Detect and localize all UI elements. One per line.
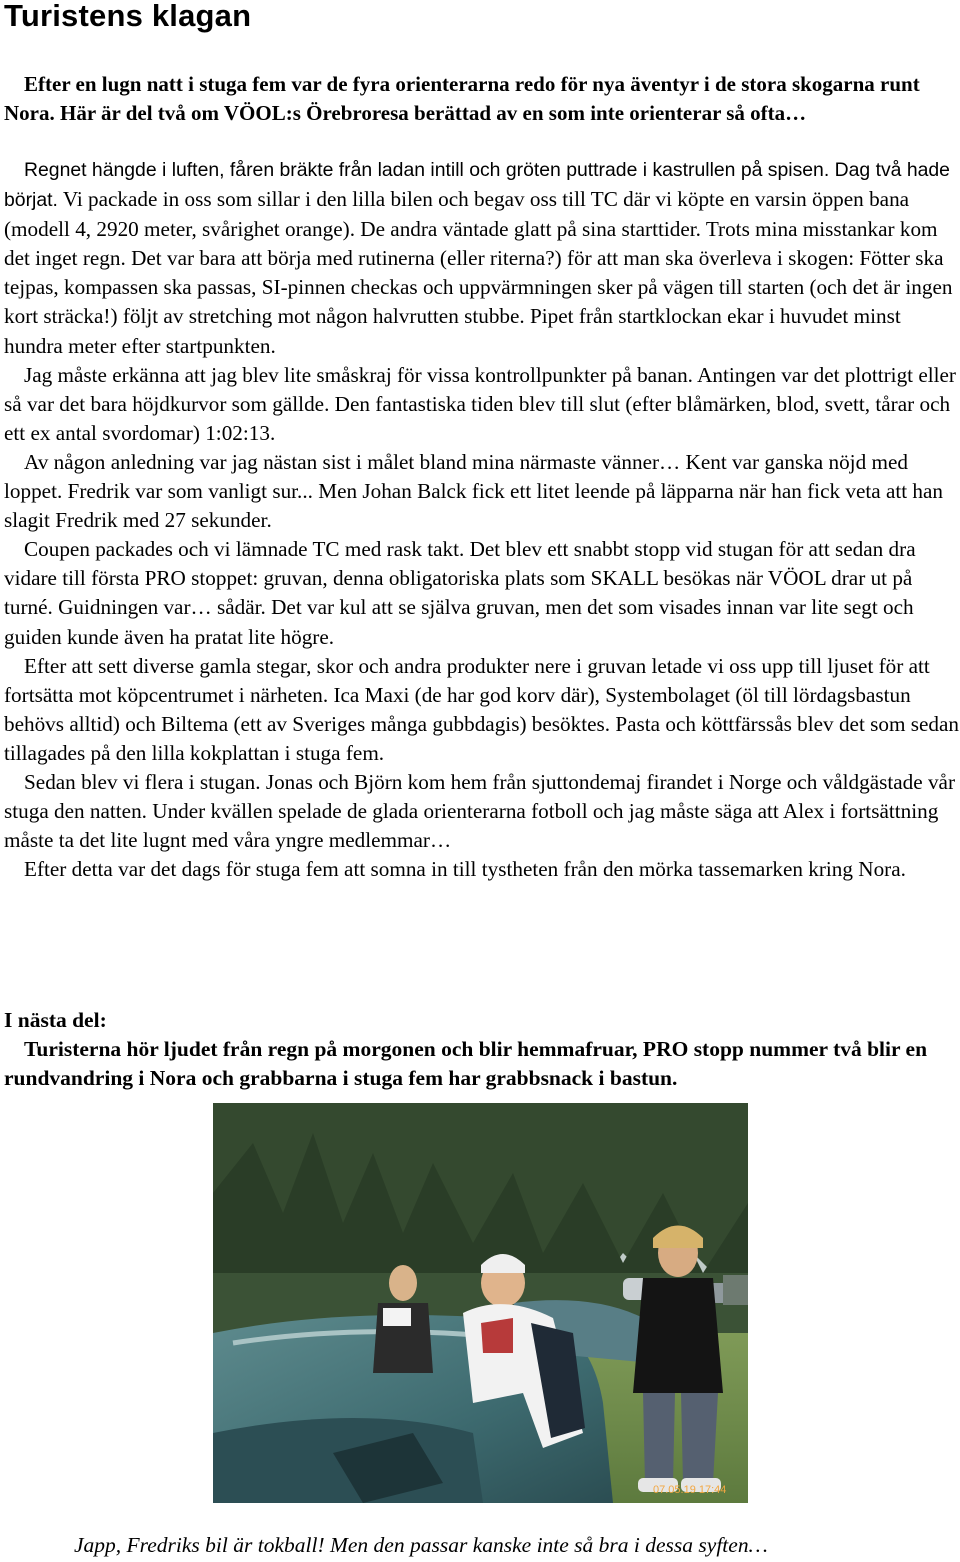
article-title: Turistens klagan	[4, 0, 252, 33]
paragraph-1-opening: Regnet hängde i luften, fåren bräkte från ladan intill och gröten puttrade i kastrullen på spisen. Dag två hade börjat.	[4, 159, 950, 212]
photo-caption: Japp, Fredriks bil är tokball! Men den passar kanske inte så bra i dessa syften…	[74, 1533, 768, 1557]
paragraph-3: Av någon anledning var jag nästan sist i målet bland mina närmaste vänner… Kent var ganska nöjd med loppet. Fredrik var som vanligt sur... Men Johan Balck fick ett litet leende på läpparna när han fick veta att han slagit Fredrik med 27 sekunder.	[4, 449, 944, 533]
paragraph-5: Efter att sett diverse gamla stegar, skor och andra produkter nere i gruvan letade vi oss upp till ljuset för att fortsätta mot köpcentrumet i närheten. Ica Maxi (de har god korv där), Systembolaget (öl till lördagsbastun behövs alltid) och Biltema (ett av Sveriges många gubbdagis) besöktes. Pasta och köttfärssås blev det som sedan tillagades på den lilla kokplattan i stuga fem.	[4, 653, 959, 765]
group-photo	[213, 1103, 748, 1503]
paragraph-6: Sedan blev vi flera i stugan. Jonas och Björn kom hem från sjuttondemaj firandet i Norge och våldgästade vår stuga den natten. Under kvällen spelade de glada orienterarna fotboll och jag måste säga att Alex i fortsättning måste ta det lite lugnt med våra yngre medlemmar…	[4, 769, 956, 853]
article-body	[4, 155, 959, 884]
paragraph-7: Efter detta var det dags för stuga fem att somna in till tystheten från den mörka tassemarken kring Nora.	[24, 857, 906, 882]
next-part-text: Turisterna hör ljudet från regn på morgonen och blir hemmafruar, PRO stopp nummer två blir en rundvandring i Nora och grabbarna i stuga fem har grabbsnack i bastun.	[4, 1037, 928, 1090]
photo-timestamp: 07.05.19 17:44	[653, 1484, 727, 1496]
paragraph-1	[4, 155, 959, 361]
paragraph-1-rest: Vi packade in oss som sillar i den lilla bilen och begav oss till TC där vi köpte en varsin öppen bana (modell 4, 2920 meter, svårighet orange). De andra väntade glatt på sina starttider. Trots mina misstankar kom det inget regn. Det var bara att börja med rutinerna (eller riterna?) för att man ska överleva i skogen: Fötter ska tejpas, kompassen ska passas, SI-pinnen checkas och uppvärmningen sker på vägen till starten (och det är ingen kort sträcka!) följt av stretching mot någon halvrutten stubbe. Pipet från startklockan ekar i huvudet minst hundra meter efter startpunkten.	[4, 187, 953, 358]
paragraph-4: Coupen packades och vi lämnade TC med rask takt. Det blev ett snabbt stopp vid stugan för att sedan dra vidare till första PRO stoppet: gruvan, denna obligatoriska plats som SKALL besökas när VÖOL drar ut på turné. Guidningen var… sådär. Det var kul att se själva gruvan, men det som visades innan var lite segt och guiden kunde även ha pratat lite högre.	[4, 537, 916, 649]
next-part-heading: I nästa del:	[4, 1008, 107, 1032]
article-intro: Efter en lugn natt i stuga fem var de fyra orienterarna redo för nya äventyr i de stora skogarna runt Nora. Här är del två om VÖOL:s Örebroresa berättad av en som inte orienterar så ofta…	[4, 72, 920, 125]
paragraph-2: Jag måste erkänna att jag blev lite småskraj för vissa kontrollpunkter på banan. Antingen var det plottrigt eller så var det bara höjdkurvor som gällde. Den fantastiska tiden blev till slut (efter blåmärken, blod, svett, tårar och ett ex antal svordomar) 1:02:13.	[4, 362, 956, 445]
